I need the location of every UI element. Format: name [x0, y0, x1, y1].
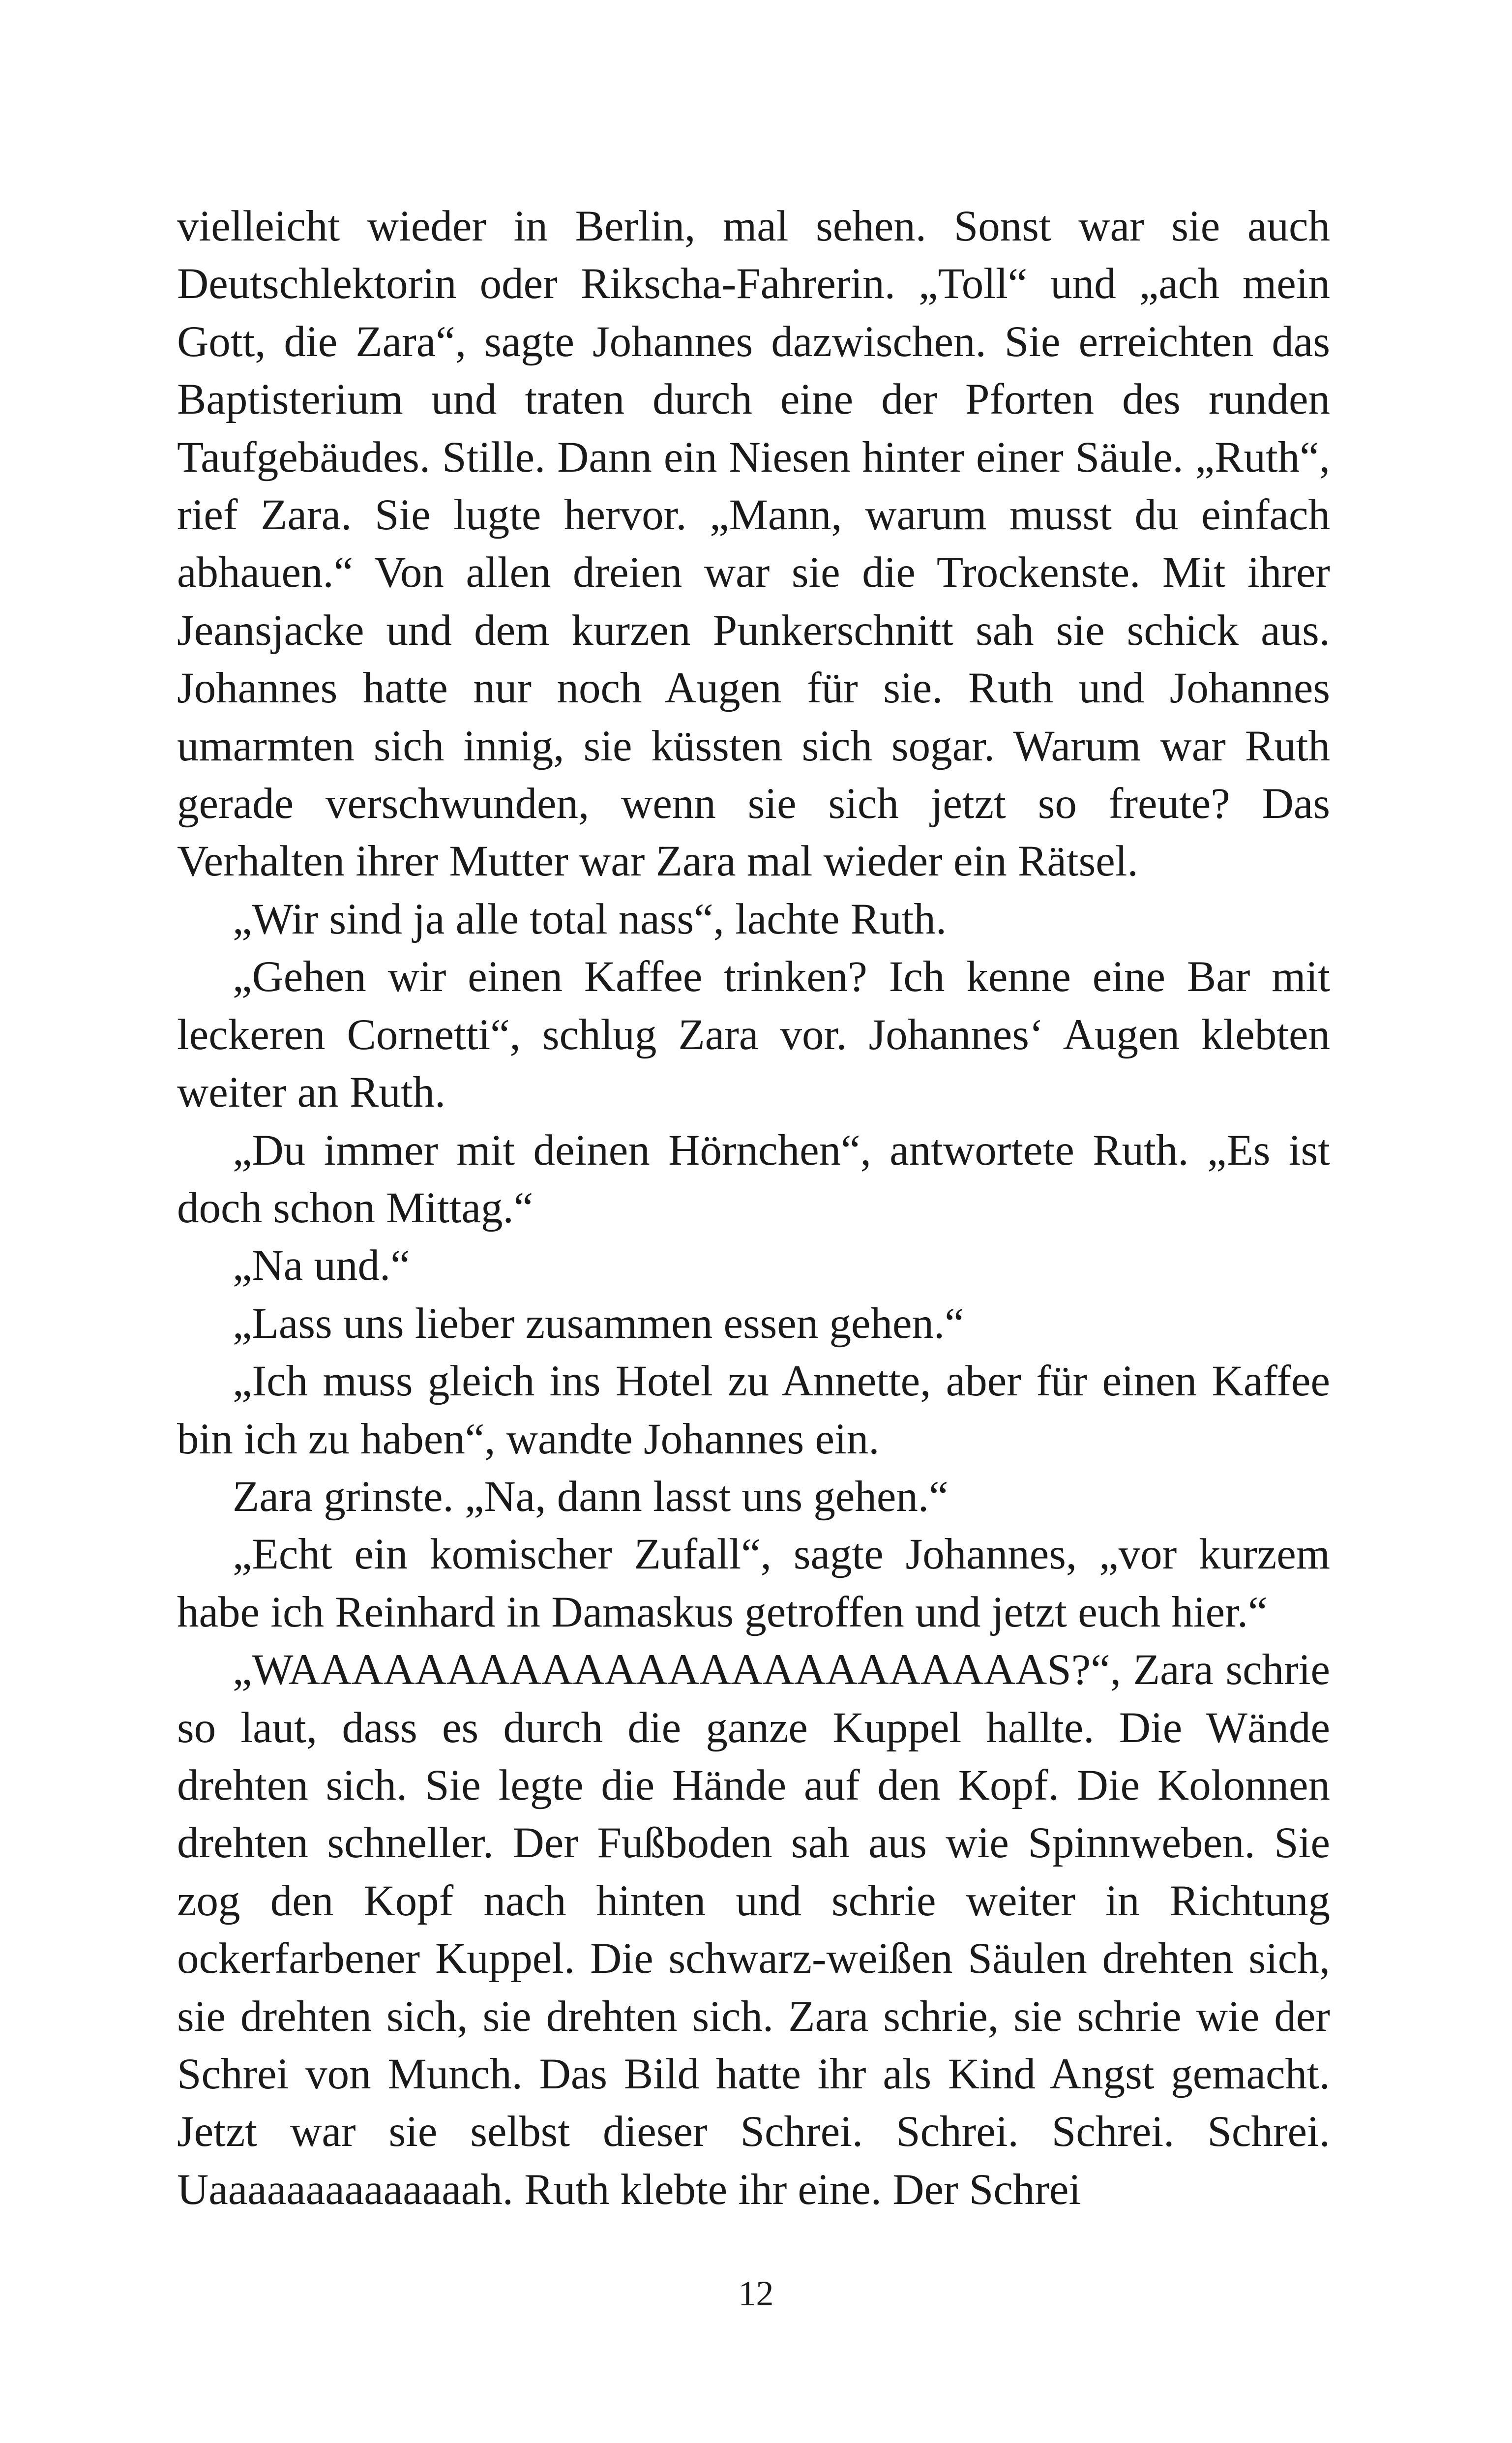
paragraph-1: vielleicht wieder in Berlin, mal sehen. Sonst war sie auch Deutschlektorin oder Rikscha-Fahrerin. „Toll“ und „ach mein Gott, die Zara“, sagte Johannes dazwischen. Sie erreichten das Baptisterium und traten durch eine der Pforten des runden Taufgebäudes. Stille. Dann ein Niesen hinter einer Säule. „Ruth“, rief Zara. Sie lugte hervor. „Mann, warum musst du einfach abhauen.“ Von allen dreien war sie die Trockenste. Mit ihrer Jeansjacke und dem kurzen Punkerschnitt sah sie schick aus. Johannes hatte nur noch Augen für sie. Ruth und Johannes umarmten sich innig, sie küssten sich sogar. Warum war Ruth gerade verschwunden, wenn sie sich jetzt so freute? Das Verhalten ihrer Mutter war Zara mal wieder ein Rätsel.: [177, 202, 1330, 886]
paragraph-4: „Du immer mit deinen Hörnchen“, antwortete Ruth. „Es ist doch schon Mittag.“: [177, 1126, 1330, 1232]
paragraph-2: „Wir sind ja alle total nass“, lachte Ruth.: [233, 895, 947, 943]
body-text: [177, 198, 1330, 2219]
paragraph-5: „Na und.“: [233, 1241, 410, 1290]
paragraph-8: Zara grinste. „Na, dann lasst uns gehen.“: [233, 1472, 949, 1521]
page-number: 12: [738, 2274, 774, 2313]
paragraph-9: „Echt ein komischer Zufall“, sagte Johannes, „vor kurzem habe ich Reinhard in Damaskus getroffen und jetzt euch hier.“: [177, 1530, 1330, 1636]
paragraph-7: „Ich muss gleich ins Hotel zu Annette, aber für einen Kaffee bin ich zu haben“, wandte Johannes ein.: [177, 1357, 1330, 1463]
paragraph-3: „Gehen wir einen Kaffee trinken? Ich kenne eine Bar mit leckeren Cornetti“, schlug Zara vor. Johannes‘ Augen klebten weiter an Ruth.: [177, 953, 1330, 1117]
paragraph-10: „WAAAAAAAAAAAAAAAAAAAAAAAAS?“, Zara schrie so laut, dass es durch die ganze Kuppel hallte. Die Wände drehten sich. Sie legte die Hände auf den Kopf. Die Kolonnen drehten schneller. Der Fußboden sah aus wie Spinnweben. Sie zog den Kopf nach hinten und schrie weiter in Richtung ockerfarbener Kuppel. Die schwarz-weißen Säulen drehten sich, sie drehten sich, sie drehten sich. Zara schrie, sie schrie wie der Schrei von Munch. Das Bild hatte ihr als Kind Angst gemacht. Jetzt war sie selbst dieser Schrei. Schrei. Schrei. Schrei. Uaaaaaaaaaaaaaah. Ruth klebte ihr eine. Der Schrei: [177, 1646, 1330, 2214]
paragraph-6: „Lass uns lieber zusammen essen gehen.“: [233, 1299, 964, 1348]
